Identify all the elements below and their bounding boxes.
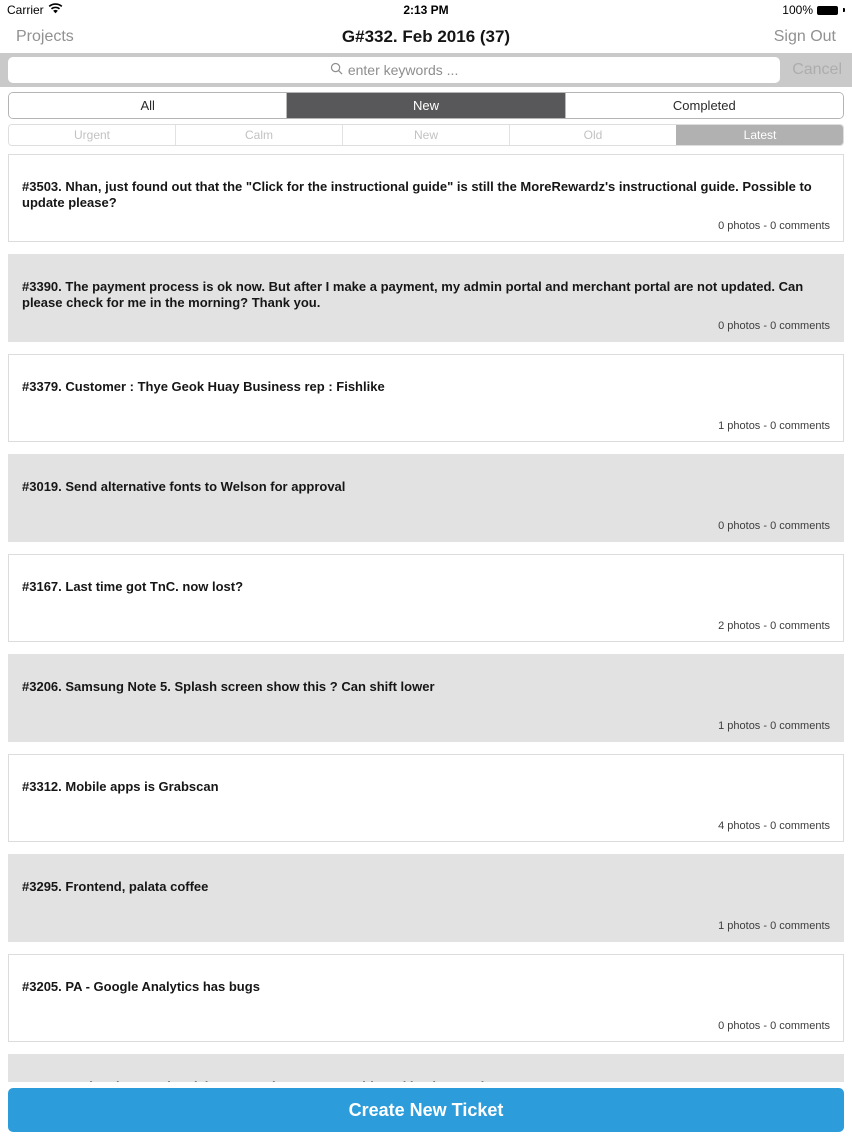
tab-completed[interactable]: Completed	[565, 93, 843, 118]
ticket-meta: 2 photos - 0 comments	[718, 620, 830, 632]
ticket-title: #3379. Customer : Thye Geok Huay Business rep : Fishlike	[22, 379, 385, 394]
ticket-title: #3503. Nhan, just found out that the "Click for the instructional guide" is still the MoreRewardz's instructional guide. Possible to update please?	[22, 179, 812, 210]
ticket-title: #3390. The payment process is ok now. But after I make a payment, my admin portal and merchant portal are not updated. Can please check for me in the morning? Thank you.	[22, 279, 804, 310]
ticket-meta: 1 photos - 0 comments	[718, 720, 830, 732]
ticket-meta: 4 photos - 0 comments	[718, 820, 830, 832]
ticket-row[interactable]	[8, 854, 844, 942]
ticket-row[interactable]	[8, 754, 844, 842]
sign-out-button[interactable]: Sign Out	[773, 27, 836, 45]
carrier-label: Carrier	[7, 3, 44, 17]
tab-all[interactable]: All	[9, 93, 286, 118]
sort-latest[interactable]: Latest	[676, 125, 843, 145]
projects-button[interactable]: Projects	[16, 27, 74, 45]
sort-filter-tabs	[8, 124, 844, 146]
ticket-row[interactable]	[8, 954, 844, 1042]
ticket-title: #3205. PA - Google Analytics has bugs	[22, 979, 260, 994]
status-bar	[0, 0, 852, 20]
footer	[0, 1082, 852, 1136]
ticket-title: #3206. Samsung Note 5. Splash screen show this ? Can shift lower	[22, 679, 435, 694]
battery-icon	[817, 6, 838, 15]
ticket-title: #3295. Frontend, palata coffee	[22, 879, 209, 894]
ticket-meta: 1 photos - 0 comments	[718, 420, 830, 432]
ticket-list	[0, 146, 852, 1136]
search-placeholder: enter keywords ...	[347, 62, 459, 78]
ticket-row[interactable]	[8, 654, 844, 742]
search-input[interactable]	[8, 57, 780, 83]
cancel-button[interactable]: Cancel	[792, 61, 842, 78]
create-new-ticket-button[interactable]: Create New Ticket	[8, 1088, 844, 1132]
ticket-row[interactable]	[8, 454, 844, 542]
clock: 2:13 PM	[403, 3, 449, 17]
sort-calm[interactable]: Calm	[175, 125, 342, 145]
ticket-row[interactable]	[8, 554, 844, 642]
ticket-row[interactable]	[8, 354, 844, 442]
ticket-title: #3019. Send alternative fonts to Welson for approval	[22, 479, 346, 494]
ticket-row[interactable]	[8, 154, 844, 242]
ticket-meta: 1 photos - 0 comments	[718, 920, 830, 932]
ticket-meta: 0 photos - 0 comments	[718, 1020, 830, 1032]
ticket-row[interactable]	[8, 254, 844, 342]
search-bar	[0, 53, 852, 87]
status-filter-tabs	[8, 92, 844, 119]
ticket-meta: 0 photos - 0 comments	[718, 320, 830, 332]
sort-new[interactable]: New	[342, 125, 509, 145]
page-title: G#332. Feb 2016 (37)	[341, 26, 511, 46]
search-icon	[330, 62, 343, 78]
ticket-title: #3312. Mobile apps is Grabscan	[22, 779, 219, 794]
tab-new[interactable]: New	[286, 93, 564, 118]
ticket-meta: 0 photos - 0 comments	[718, 220, 830, 232]
sort-urgent[interactable]: Urgent	[9, 125, 175, 145]
ticket-title: #3167. Last time got TnC. now lost?	[22, 579, 244, 594]
battery-percent: 100%	[782, 3, 813, 17]
ticket-meta: 0 photos - 0 comments	[718, 520, 830, 532]
battery-nub	[843, 8, 845, 12]
wifi-icon	[48, 3, 63, 17]
sort-old[interactable]: Old	[509, 125, 676, 145]
nav-bar	[0, 20, 852, 53]
